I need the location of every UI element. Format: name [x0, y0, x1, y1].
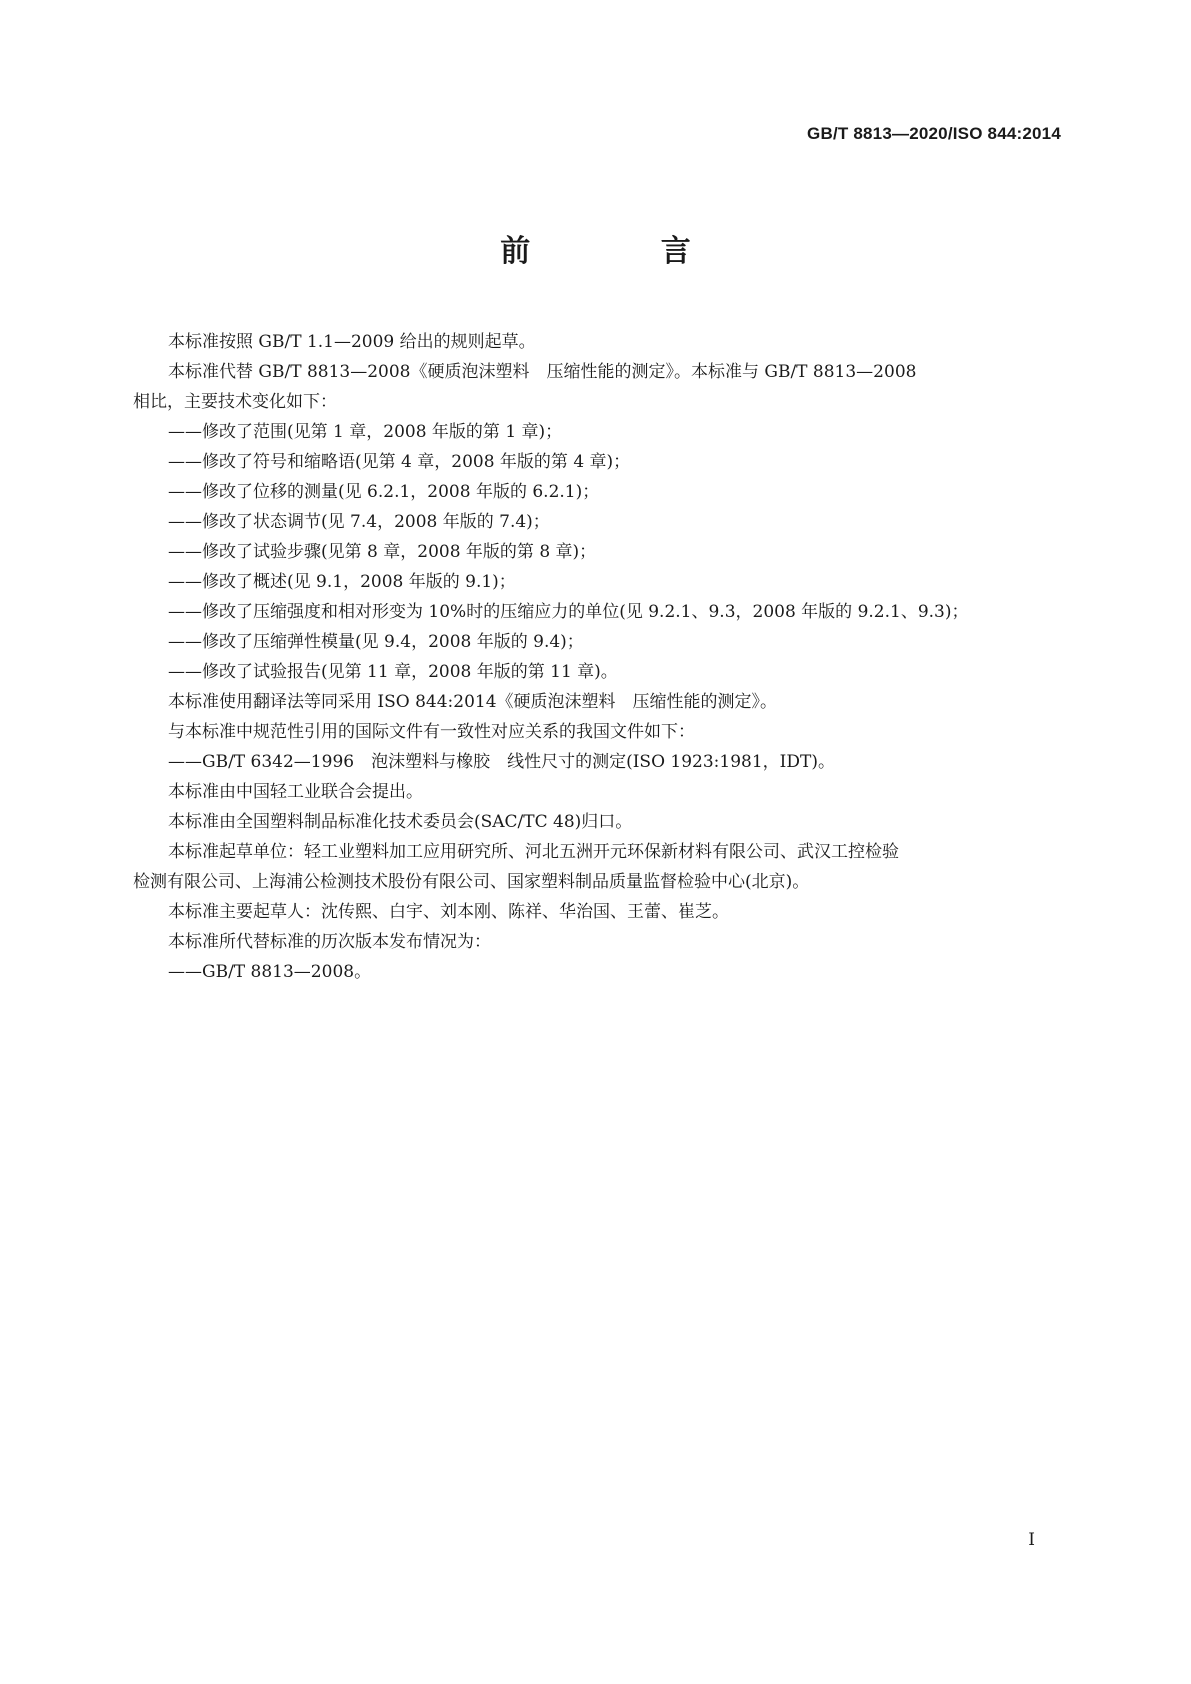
paragraph-line: ——GB/T 6342—1996 泡沫塑料与橡胶 线性尺寸的测定(ISO 1923:1981，IDT)。 [168, 752, 835, 772]
paragraph-line: 本标准代替 GB/T 8813—2008《硬质泡沫塑料 压缩性能的测定》。本标准与 GB/T 8813—2008 [168, 362, 917, 382]
paragraph-line: ——修改了符号和缩略语(见第 4 章，2008 年版的第 4 章)； [168, 452, 631, 472]
paragraph-line: 本标准按照 GB/T 1.1—2009 给出的规则起草。 [168, 332, 536, 352]
page-title: 前 言 [500, 234, 751, 269]
paragraph-line: 本标准所代替标准的历次版本发布情况为： [168, 932, 491, 952]
paragraph-line: 本标准起草单位：轻工业塑料加工应用研究所、河北五洲开元环保新材料有限公司、武汉工控检验 [168, 842, 899, 862]
paragraph-line: ——修改了试验步骤(见第 8 章，2008 年版的第 8 章)； [168, 542, 597, 562]
paragraph-line: ——修改了压缩强度和相对形变为 10%时的压缩应力的单位(见 9.2.1、9.3，2008 年版的 9.2.1、9.3)； [168, 602, 969, 622]
paragraph-line: ——修改了状态调节(见 7.4，2008 年版的 7.4)； [168, 512, 550, 532]
page-number: I [1028, 1530, 1035, 1550]
paragraph-line: ——修改了概述(见 9.1，2008 年版的 9.1)； [168, 572, 516, 592]
paragraph-line: 本标准由全国塑料制品标准化技术委员会(SAC/TC 48)归口。 [168, 812, 633, 832]
paragraph-line: 相比，主要技术变化如下： [133, 392, 337, 412]
paragraph-line: 本标准主要起草人：沈传熙、白宇、刘本刚、陈祥、华治国、王蕾、崔芝。 [168, 902, 729, 922]
paragraph-line: 与本标准中规范性引用的国际文件有一致性对应关系的我国文件如下： [168, 722, 695, 742]
paragraph-line: 本标准由中国轻工业联合会提出。 [168, 782, 423, 802]
foreword-body [133, 327, 1060, 987]
paragraph-line: 检测有限公司、上海浦公检测技术股份有限公司、国家塑料制品质量监督检验中心(北京)。 [133, 872, 810, 892]
paragraph-line: ——修改了位移的测量(见 6.2.1，2008 年版的 6.2.1)； [168, 482, 600, 502]
paragraph-line: ——GB/T 8813—2008。 [168, 962, 372, 982]
paragraph-line: ——修改了试验报告(见第 11 章，2008 年版的第 11 章)。 [168, 662, 618, 682]
standard-code: GB/T 8813—2020/ISO 844:2014 [807, 124, 1061, 143]
paragraph-line: ——修改了范围(见第 1 章，2008 年版的第 1 章)； [168, 422, 563, 442]
paragraph-line: 本标准使用翻译法等同采用 ISO 844:2014《硬质泡沫塑料 压缩性能的测定》。 [168, 692, 778, 712]
paragraph-line: ——修改了压缩弹性模量(见 9.4，2008 年版的 9.4)； [168, 632, 584, 652]
